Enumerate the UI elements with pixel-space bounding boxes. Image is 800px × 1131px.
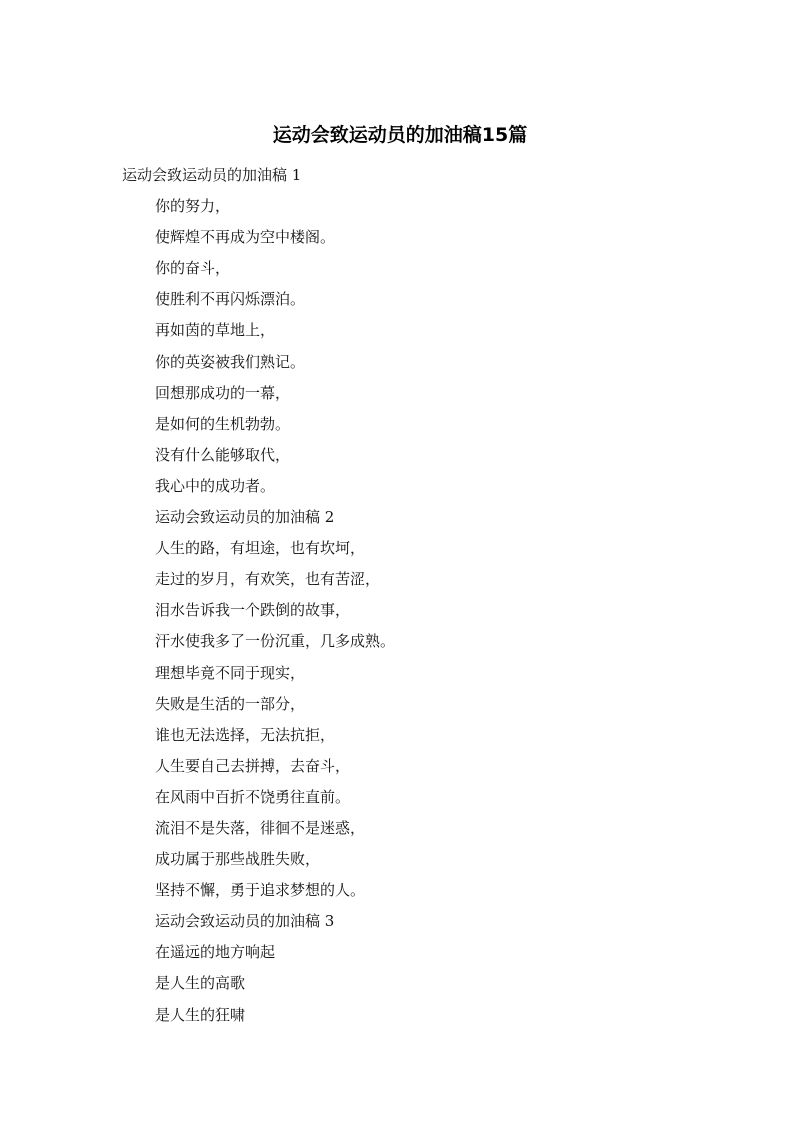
text-line: 再如茵的草地上， (155, 321, 276, 340)
document-body (0, 160, 800, 1031)
text-line: 是人生的高歌 (155, 974, 246, 993)
text-line: 我心中的成功者。 (155, 476, 276, 495)
text-line: 你的奋斗， (155, 259, 231, 278)
section-heading-3: 运动会致运动员的加油稿 3 (155, 912, 335, 931)
text-line: 在风雨中百折不饶勇往直前。 (155, 787, 351, 806)
text-line: 人生要自己去拼搏，去奋斗， (155, 756, 351, 775)
text-line: 使胜利不再闪烁漂泊。 (155, 290, 306, 309)
text-line: 在遥远的地方响起 (155, 943, 276, 962)
section-heading-2: 运动会致运动员的加油稿 2 (155, 508, 335, 527)
text-line: 你的英姿被我们熟记。 (155, 352, 306, 371)
text-line: 理想毕竟不同于现实， (155, 663, 306, 682)
text-line: 失败是生活的一部分， (155, 694, 306, 713)
text-line: 回想那成功的一幕， (155, 383, 291, 402)
text-line: 使辉煌不再成为空中楼阁。 (155, 228, 336, 247)
text-line: 坚持不懈，勇于追求梦想的人。 (155, 881, 366, 900)
section-heading-1: 运动会致运动员的加油稿 1 (122, 166, 302, 184)
text-line: 流泪不是失落，徘徊不是迷惑， (155, 818, 366, 837)
text-line: 成功属于那些战胜失败， (155, 850, 321, 869)
text-line: 泪水告诉我一个跌倒的故事， (155, 601, 351, 620)
document-title: 运动会致运动员的加油稿15篇 (272, 124, 528, 146)
text-line: 人生的路，有坦途，也有坎坷， (155, 539, 366, 558)
text-line: 走过的岁月，有欢笑，也有苦涩， (155, 570, 381, 589)
text-line: 谁也无法选择，无法抗拒， (155, 725, 336, 744)
text-line: 没有什么能够取代， (155, 445, 291, 464)
text-line: 你的努力， (155, 197, 231, 216)
text-line: 汗水使我多了一份沉重，几多成熟。 (155, 632, 396, 651)
text-line: 是人生的狂啸 (155, 1005, 246, 1024)
text-line: 是如何的生机勃勃。 (155, 414, 291, 433)
